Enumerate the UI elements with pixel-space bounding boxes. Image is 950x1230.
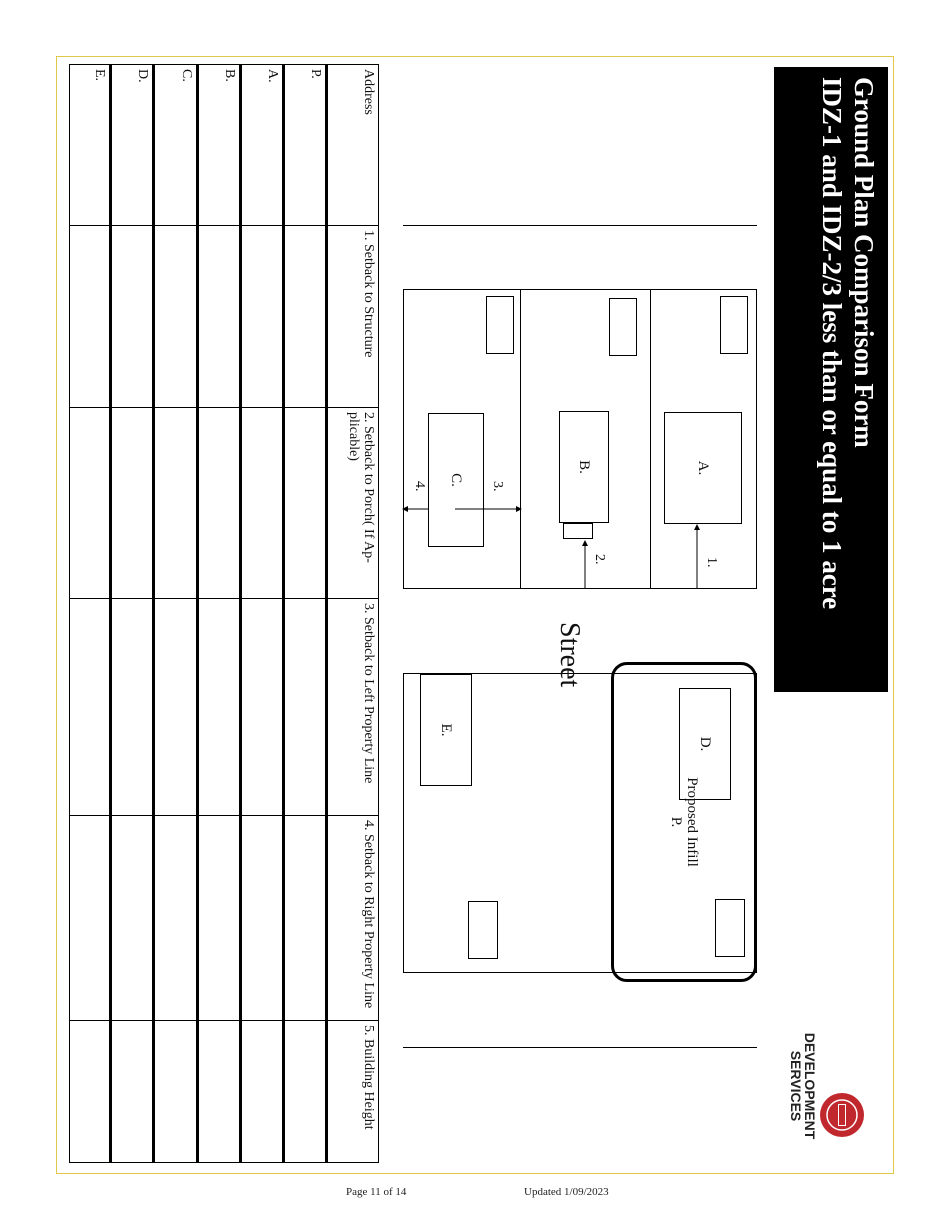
table-header-row	[327, 65, 379, 1163]
row-address: C.	[154, 65, 197, 226]
table-row	[111, 65, 154, 1163]
input-cell[interactable]	[154, 816, 197, 1021]
input-cell[interactable]	[283, 1021, 326, 1163]
table-row	[70, 65, 111, 1163]
header-setback-left: 3. Setback to Left Property Line	[327, 599, 379, 816]
table-row	[240, 65, 283, 1163]
header-setback-porch: 2. Setback to Porch( If Ap-plicable)	[327, 408, 379, 599]
input-cell[interactable]	[283, 408, 326, 599]
street-label: Street	[554, 622, 585, 688]
page-number: Page 11 of 14	[346, 1186, 407, 1198]
row-address: E.	[70, 65, 111, 226]
input-cell[interactable]	[283, 226, 326, 408]
dimension-1-label: 1.	[704, 557, 719, 568]
house-a-label: A.	[695, 460, 712, 476]
input-cell[interactable]	[283, 599, 326, 816]
house-e-label: E.	[438, 723, 455, 737]
house-d-label: D.	[697, 736, 714, 752]
input-cell[interactable]	[283, 816, 326, 1021]
input-cell[interactable]	[197, 226, 240, 408]
input-cell[interactable]	[240, 226, 283, 408]
input-cell[interactable]	[154, 599, 197, 816]
dimension-4-label: 4.	[412, 481, 427, 492]
input-cell[interactable]	[70, 408, 111, 599]
logo-line-1: DEVELOPMENT	[802, 1032, 818, 1140]
input-cell[interactable]	[70, 599, 111, 816]
input-cell[interactable]	[154, 408, 197, 599]
updated-date: Updated 1/09/2023	[524, 1186, 609, 1198]
input-cell[interactable]	[111, 408, 154, 599]
input-cell[interactable]	[197, 1021, 240, 1163]
logo-line-2: SERVICES	[788, 1050, 804, 1122]
row-address: A.	[240, 65, 283, 226]
input-cell[interactable]	[111, 599, 154, 816]
input-cell[interactable]	[240, 408, 283, 599]
input-cell[interactable]	[154, 1021, 197, 1163]
row-address: B.	[197, 65, 240, 226]
input-cell[interactable]	[70, 226, 111, 408]
input-cell[interactable]	[240, 816, 283, 1021]
dimension-2-label: 2.	[592, 554, 607, 565]
city-seal-icon	[819, 1092, 865, 1138]
dimension-3-label: 3.	[490, 481, 505, 492]
header-building-height: 5. Building Height	[327, 1021, 379, 1163]
house-c-label: C.	[448, 473, 465, 487]
row-address: P.	[283, 65, 326, 226]
table-row	[154, 65, 197, 1163]
row-address: D.	[111, 65, 154, 226]
input-cell[interactable]	[111, 816, 154, 1021]
title-line-2: IDZ-1 and IDZ-2/3 less than or equal to 1 acre	[817, 77, 847, 610]
header-setback-right: 4. Setback to Right Property Line	[327, 816, 379, 1021]
input-cell[interactable]	[111, 1021, 154, 1163]
input-cell[interactable]	[70, 816, 111, 1021]
comparison-table	[69, 64, 379, 1163]
infill-marker: P.	[668, 816, 684, 828]
input-cell[interactable]	[197, 408, 240, 599]
table-row	[283, 65, 326, 1163]
input-cell[interactable]	[70, 1021, 111, 1163]
input-cell[interactable]	[197, 816, 240, 1021]
logo-wordmark	[789, 1032, 817, 1140]
house-b-label: B.	[576, 460, 593, 474]
header-setback-structure: 1. Setback to Structure	[327, 226, 379, 408]
header-address: Address	[327, 65, 379, 226]
table-row	[197, 65, 240, 1163]
input-cell[interactable]	[154, 226, 197, 408]
input-cell[interactable]	[240, 1021, 283, 1163]
development-services-logo	[765, 1032, 865, 1142]
title-line-1: Ground Plan Comparison Form	[849, 77, 879, 448]
input-cell[interactable]	[197, 599, 240, 816]
input-cell[interactable]	[240, 599, 283, 816]
input-cell[interactable]	[111, 226, 154, 408]
infill-label: Proposed Infill	[684, 777, 700, 867]
rotated-form	[65, 57, 895, 1167]
